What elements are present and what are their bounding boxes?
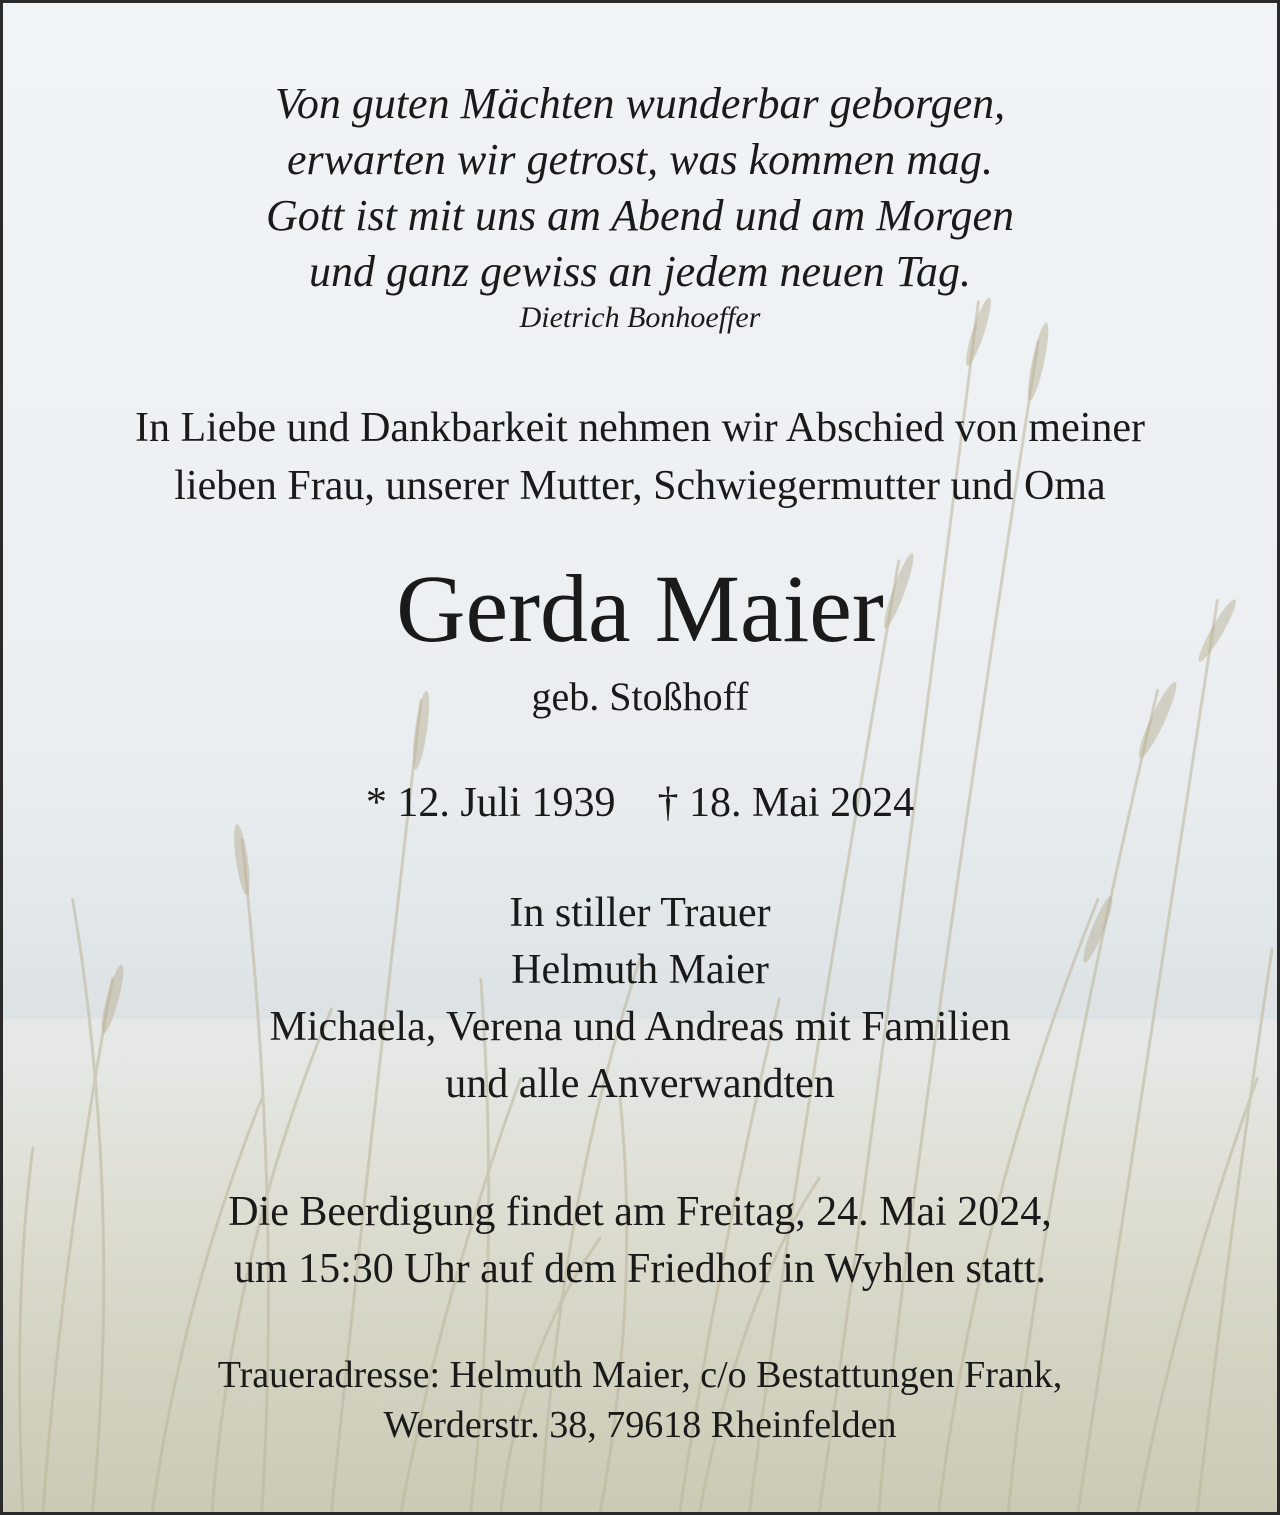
deceased-name: Gerda Maier <box>396 555 884 662</box>
mourners-line: In stiller Trauer <box>509 890 771 936</box>
intro-line: In Liebe und Dankbarkeit nehmen wir Abschied von meiner <box>134 405 1146 451</box>
address-line: Werderstr. 38, 79618 Rheinfelden <box>383 1404 897 1446</box>
maiden-name: geb. Stoßhoff <box>531 674 749 719</box>
death-date: † 18. Mai 2024 <box>657 780 915 826</box>
quote-line: Gott ist mit uns am Abend und am Morgen <box>266 191 1014 240</box>
birth-date: * 12. Juli 1939 <box>365 780 616 826</box>
mourners-line: Helmuth Maier <box>511 947 769 993</box>
mourning-address <box>3 1350 1277 1450</box>
funeral-info <box>3 1184 1277 1298</box>
intro-line: lieben Frau, unserer Mutter, Schwiegermutter und Oma <box>174 463 1106 509</box>
address-line: Traueradresse: Helmuth Maier, c/o Bestattungen Frank, <box>217 1354 1063 1396</box>
funeral-line: Die Beerdigung findet am Freitag, 24. Mai 2024, <box>228 1189 1052 1235</box>
mourners-line: Michaela, Verena und Andreas mit Familien <box>269 1004 1011 1050</box>
mourners-line: und alle Anverwandten <box>445 1061 835 1107</box>
quote-line: Von guten Mächten wunderbar geborgen, <box>274 79 1006 128</box>
life-dates <box>3 779 1277 827</box>
intro-text <box>3 399 1277 515</box>
quote-block <box>3 76 1277 300</box>
quote-line: erwarten wir getrost, was kommen mag. <box>286 135 994 184</box>
mourners-block <box>3 885 1277 1113</box>
quote-line: und ganz gewiss an jedem neuen Tag. <box>308 247 972 296</box>
quote-author: Dietrich Bonhoeffer <box>519 301 761 334</box>
funeral-line: um 15:30 Uhr auf dem Friedhof in Wyhlen statt. <box>233 1246 1047 1292</box>
